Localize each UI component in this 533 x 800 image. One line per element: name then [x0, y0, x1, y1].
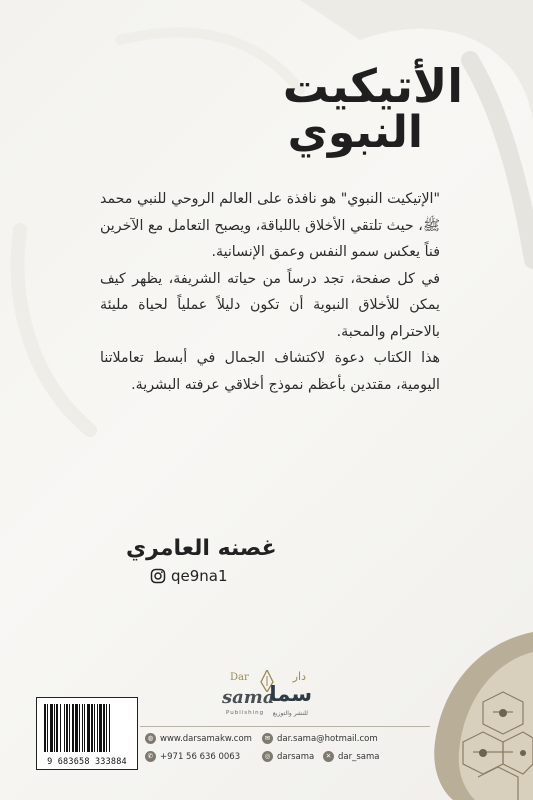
barcode-bar	[94, 704, 95, 752]
barcode-bar	[79, 704, 80, 752]
barcode-bar	[66, 704, 68, 752]
contact-instagram[interactable]	[262, 751, 314, 762]
globe-icon: ◍	[145, 733, 156, 744]
barcode-bar	[106, 704, 107, 752]
islamic-ornament-decoration	[423, 632, 533, 800]
author-instagram[interactable]	[150, 567, 228, 585]
barcode-bar	[64, 704, 65, 752]
whatsapp-icon: ✆	[145, 751, 156, 762]
phone-text: +971 56 636 0063	[160, 751, 241, 762]
barcode-bar	[44, 704, 46, 752]
contact-phone[interactable]	[145, 751, 240, 762]
x-icon: ✕	[323, 751, 334, 762]
contact-email[interactable]	[262, 733, 378, 744]
barcode-bar	[109, 704, 110, 752]
barcode-bar	[87, 704, 90, 752]
barcode-number: 9 683658 333884	[47, 757, 127, 767]
logo-dar-en: Dar	[230, 672, 249, 683]
blurb-paragraph-2: في كل صفحة، تجد درساً من حياته الشريفة، يظهر كيف يمكن للأخلاق النبوية أن تكون دليلاً عملياً لحياة مليئة بالاحترام والمحبة.	[100, 270, 440, 340]
barcode-bar	[82, 704, 83, 752]
instagram-icon	[150, 568, 166, 584]
barcode-bar	[99, 704, 102, 752]
barcode-bar	[69, 704, 70, 752]
logo-name-en: sama	[222, 687, 275, 708]
barcode-bar	[47, 704, 48, 752]
book-title	[163, 59, 463, 159]
barcode-bar	[54, 704, 55, 752]
instagram-text: darsama	[277, 751, 315, 762]
x-text: dar_sama	[338, 751, 380, 762]
publisher-logo	[222, 670, 312, 722]
blurb-paragraph-1: "الإتيكيت النبوي" هو نافذة على العالم الروحي للنبي محمد ﷺ، حيث تلتقي الأخلاق باللباقة، ويصبح التعامل مع الآخرين فناً يعكس سمو النفس وعمق الإنسانية.	[100, 191, 440, 260]
barcode-bar	[97, 704, 98, 752]
barcode-bars	[43, 704, 131, 754]
barcode-bar	[60, 704, 61, 752]
barcode-bar	[75, 704, 78, 752]
contact-divider	[140, 726, 430, 727]
contact-x[interactable]	[323, 751, 379, 762]
barcode-bar	[91, 704, 93, 752]
barcode-bar	[84, 704, 85, 752]
barcode-bar	[56, 704, 58, 752]
author-name: غصنه العامري	[126, 536, 277, 561]
title-line-1: الأتيكيت	[282, 59, 463, 113]
barcode-bar	[103, 704, 105, 752]
mail-icon: ✉	[262, 733, 273, 744]
website-text: www.darsamakw.com	[160, 733, 252, 744]
isbn-barcode	[36, 697, 138, 770]
contact-website[interactable]	[145, 733, 252, 744]
title-line-2: النبوي	[287, 107, 423, 159]
logo-subtitle-ar: للنشر والتوزيع	[272, 710, 308, 717]
email-text: dar.sama@hotmail.com	[277, 733, 378, 744]
logo-name-ar: سما	[269, 682, 312, 706]
instagram-icon: ◎	[262, 751, 273, 762]
barcode-bar	[72, 704, 74, 752]
author-instagram-handle: qe9na1	[171, 567, 228, 585]
blurb-paragraph-3: هذا الكتاب دعوة لاكتشاف الجمال في أبسط تعاملاتنا اليومية، مقتدين بأعظم نموذج أخلاقي عرفته البشرية.	[100, 350, 440, 393]
logo-subtitle-en: Publishing	[226, 710, 265, 716]
blurb	[100, 186, 440, 398]
barcode-bar	[50, 704, 53, 752]
logo-dar-ar: دار	[292, 670, 306, 683]
